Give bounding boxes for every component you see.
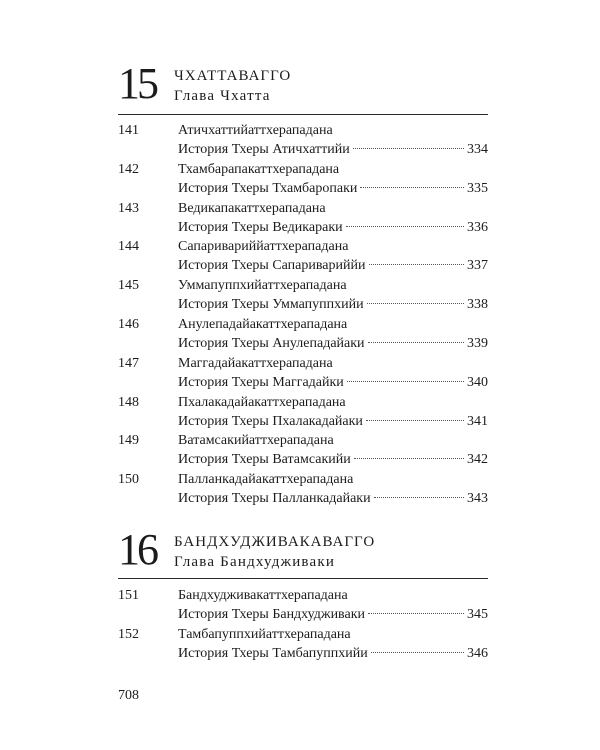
entry-page: 336 <box>467 219 488 235</box>
toc-entry <box>118 431 488 470</box>
dot-leader <box>369 264 465 265</box>
entry-page: 340 <box>467 374 488 390</box>
toc-entry <box>118 160 488 199</box>
chapter-rule <box>118 578 488 579</box>
toc-entry <box>118 354 488 393</box>
entry-pali-title: Анулепадайакаттхерападана <box>178 316 348 332</box>
toc-entry <box>118 199 488 238</box>
entry-story-title: История Тхеры Ведикараки <box>178 219 343 235</box>
entry-pali-title: Пхалакадайакаттхерападана <box>178 394 346 410</box>
entry-pali-title: Сапаривариййаттхерападана <box>178 239 349 255</box>
entry-page: 335 <box>467 180 488 196</box>
chapter-subtitle: Глава Чхатта <box>174 88 271 104</box>
entry-story-title: История Тхеры Анулепадайаки <box>178 335 365 351</box>
dot-leader <box>346 226 464 227</box>
chapter-number: 16 <box>118 525 156 574</box>
entry-number: 143 <box>118 200 139 216</box>
entry-pali-title: Уммапуппхийаттхерападана <box>178 278 347 294</box>
entry-number: 146 <box>118 316 139 332</box>
chapter-title: БАНДХУДЖИВАКАВАГГО <box>174 534 376 550</box>
dot-leader <box>367 303 464 304</box>
entry-number: 145 <box>118 278 139 294</box>
toc-entry <box>118 315 488 354</box>
toc-entry <box>118 625 488 664</box>
dot-leader <box>368 342 464 343</box>
entry-number: 152 <box>118 626 139 642</box>
entry-number: 141 <box>118 123 139 138</box>
toc-entry <box>118 470 488 509</box>
entry-page: 343 <box>467 491 488 507</box>
chapter-15-entries <box>118 121 488 509</box>
dot-leader <box>354 458 464 459</box>
chapter-16-entries <box>118 586 488 664</box>
entry-number: 149 <box>118 433 139 449</box>
entry-pali-title: Атичхаттийаттхерападана <box>178 123 333 138</box>
chapter-15-header <box>118 59 488 118</box>
entry-story-title: История Тхеры Палланкадайаки <box>178 491 371 507</box>
entry-story-title: История Тхеры Тхамбаропаки <box>178 180 358 196</box>
entry-page: 345 <box>467 607 488 622</box>
entry-page: 346 <box>467 645 488 661</box>
entry-pali-title: Тамбапуппхийаттхерападана <box>178 626 351 642</box>
entry-number: 144 <box>118 239 139 255</box>
entry-page: 334 <box>467 142 488 157</box>
entry-story-title: История Тхеры Атичхаттийи <box>178 142 350 157</box>
entry-story-title: История Тхеры Уммапуппхийи <box>178 297 364 313</box>
entry-page: 339 <box>467 335 488 351</box>
entry-pali-title: Тхамбарапакаттхерападана <box>178 161 340 177</box>
entry-page: 341 <box>467 413 488 429</box>
toc-entry <box>118 586 488 625</box>
entry-story-title: История Тхеры Ватамсакийи <box>178 452 351 468</box>
chapter-subtitle: Глава Бандхудживаки <box>174 554 336 570</box>
entry-story-title: История Тхеры Тамбапуппхийи <box>178 645 368 661</box>
chapter-number: 15 <box>118 59 156 108</box>
entry-pali-title: Маггадайакаттхерападана <box>178 355 333 371</box>
entry-pali-title: Ведикапакаттхерападана <box>178 200 326 216</box>
entry-story-title: История Тхеры Маггадайки <box>178 374 344 390</box>
chapter-title: ЧХАТТАВАГГО <box>174 68 292 84</box>
entry-page: 342 <box>467 452 488 468</box>
chapter-rule <box>118 114 488 115</box>
entry-number: 151 <box>118 588 139 603</box>
page-number: 708 <box>118 688 139 703</box>
dot-leader <box>374 497 464 498</box>
entry-number: 148 <box>118 394 139 410</box>
entry-number: 142 <box>118 161 139 177</box>
dot-leader <box>353 148 464 149</box>
entry-pali-title: Палланкадайакаттхерападана <box>178 472 354 488</box>
dot-leader <box>347 381 464 382</box>
dot-leader <box>368 613 464 614</box>
entry-page: 337 <box>467 258 488 274</box>
entry-page: 338 <box>467 297 488 313</box>
entry-number: 150 <box>118 472 139 488</box>
entry-story-title: История Тхеры Бандхудживаки <box>178 607 365 622</box>
chapter-16-header <box>118 525 488 584</box>
toc-entry <box>118 276 488 315</box>
entry-pali-title: Бандхудживакаттхерападана <box>178 588 348 603</box>
entry-pali-title: Ватамсакийаттхерападана <box>178 433 334 449</box>
entry-story-title: История Тхеры Сапаривариййи <box>178 258 366 274</box>
toc-entry <box>118 237 488 276</box>
dot-leader <box>360 187 464 188</box>
dot-leader <box>366 420 464 421</box>
toc-entry <box>118 393 488 432</box>
entry-number: 147 <box>118 355 139 371</box>
toc-entry <box>118 121 488 160</box>
entry-story-title: История Тхеры Пхалакадайаки <box>178 413 363 429</box>
dot-leader <box>371 652 464 653</box>
